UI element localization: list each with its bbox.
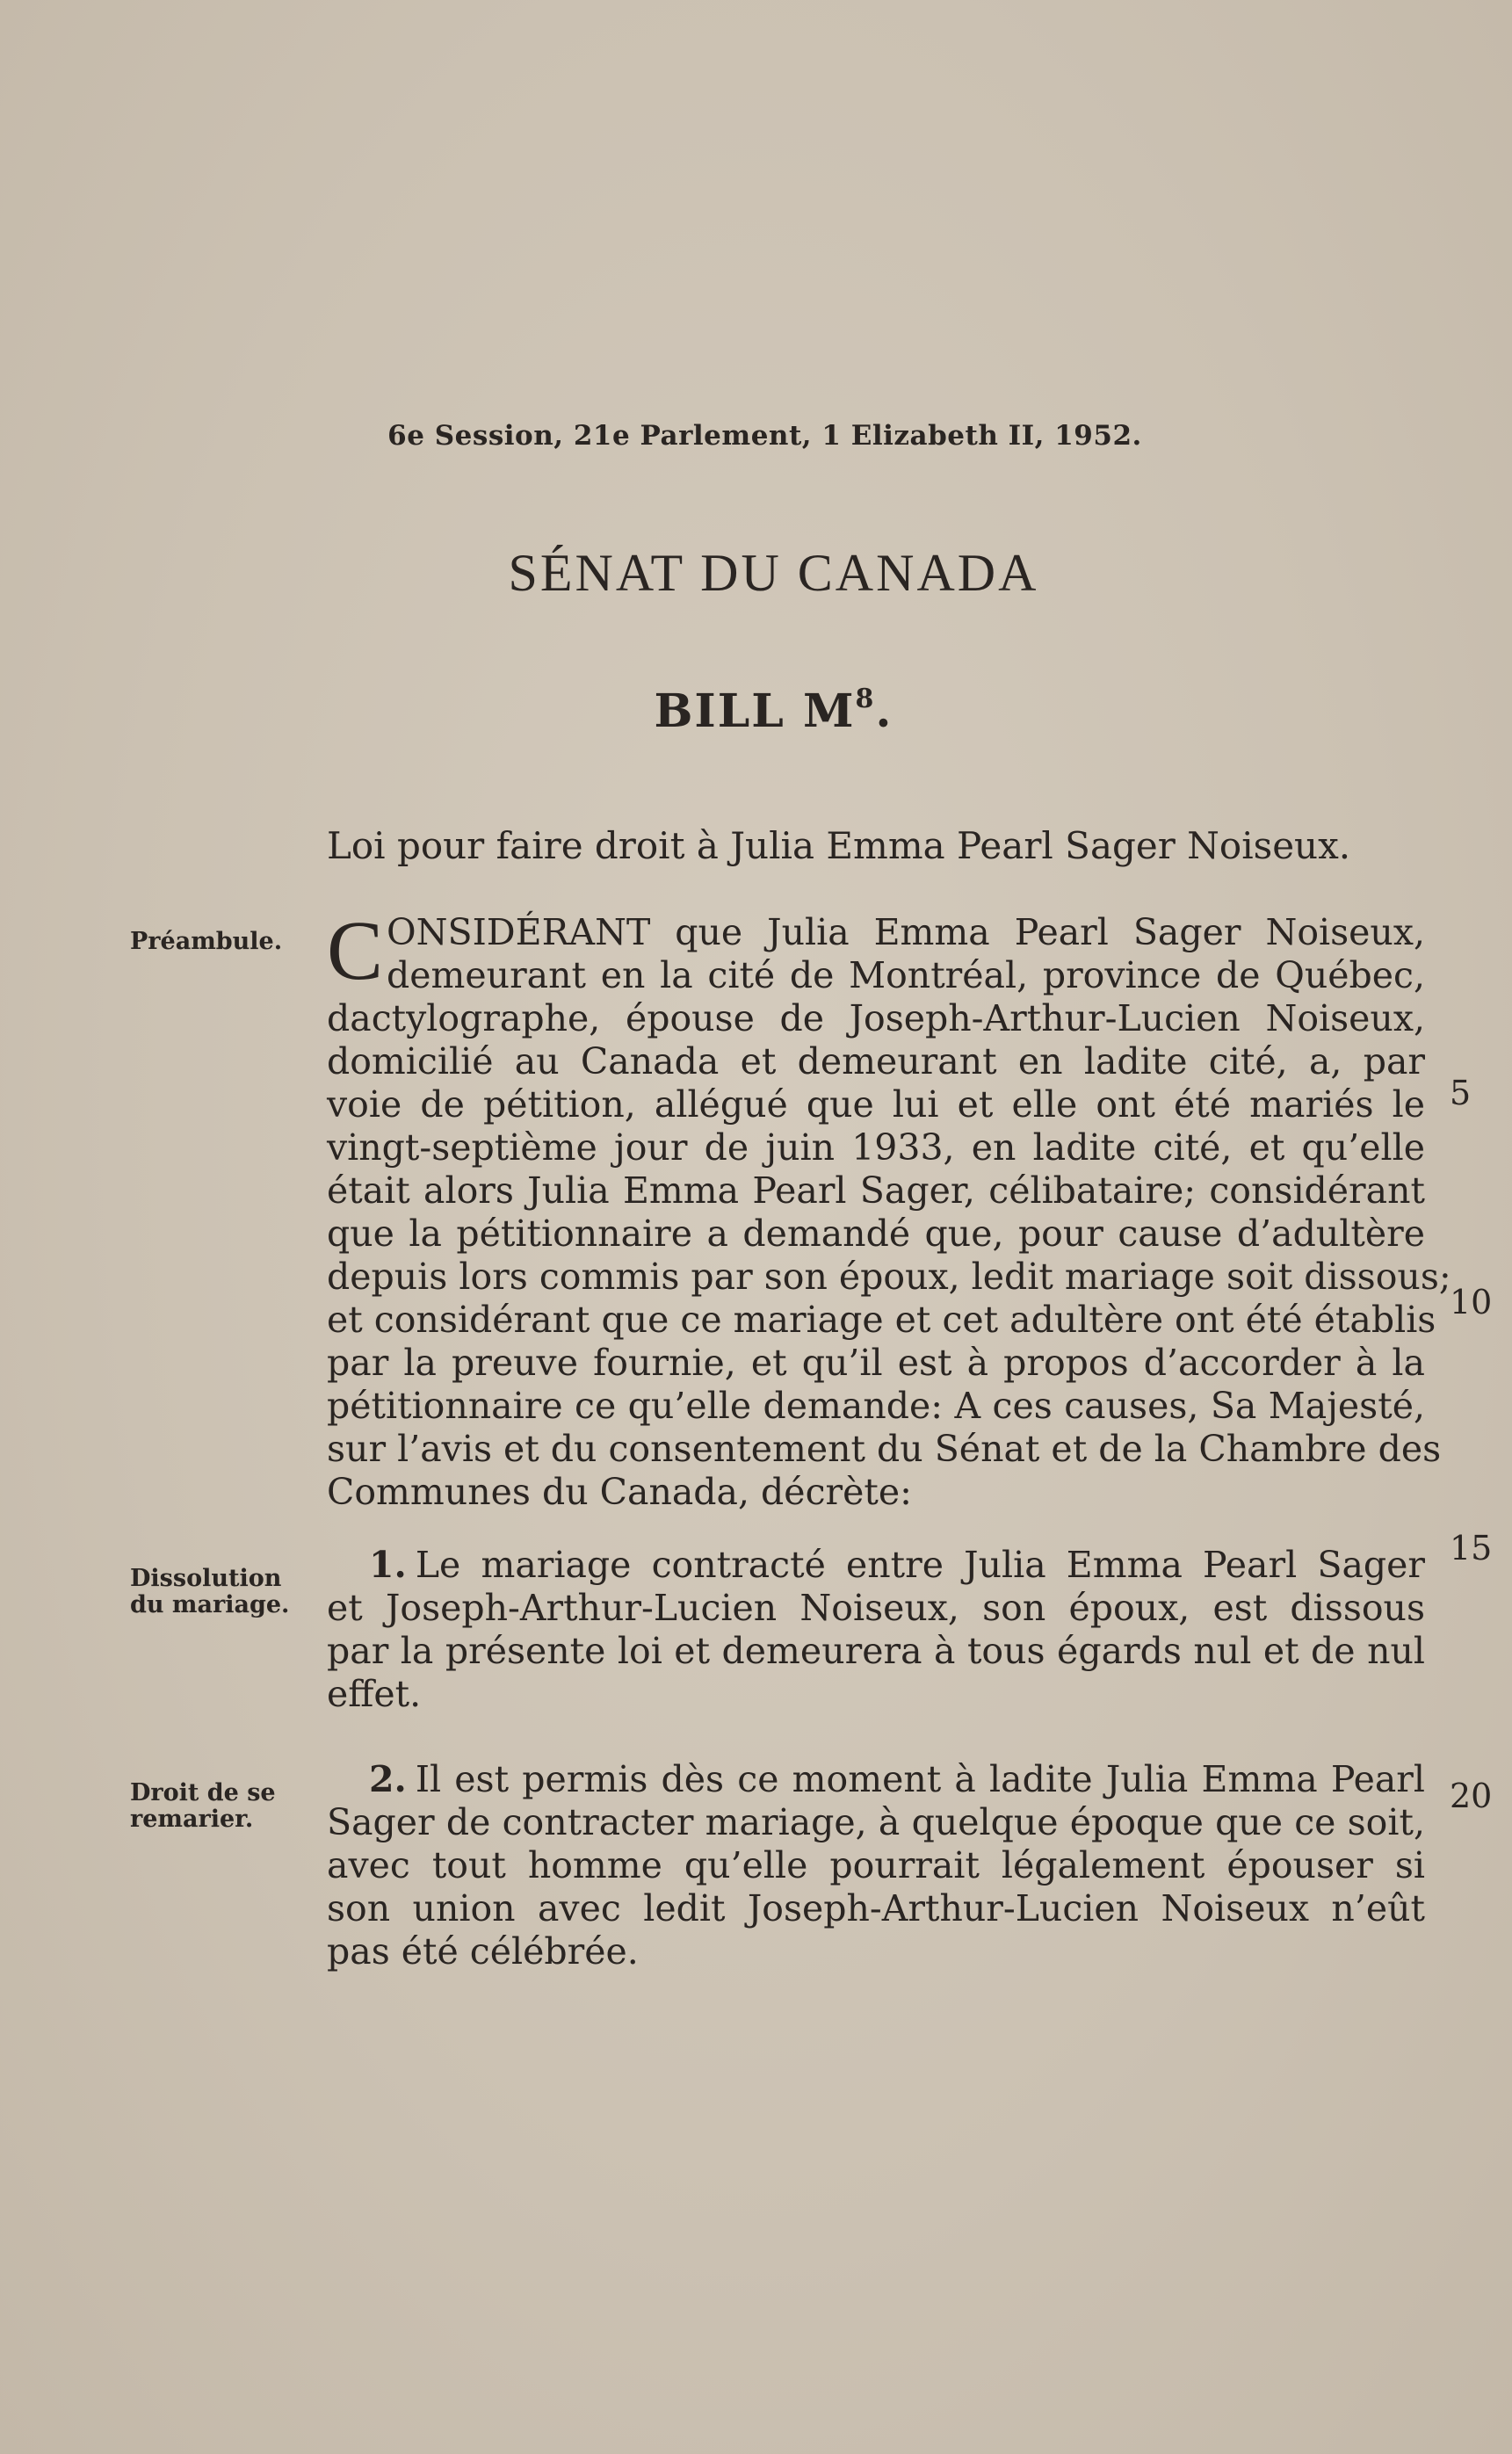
preamble-line: demeurant en la cité de Montréal, province de Québec, [387, 954, 1425, 996]
margin-note-dissolution-line-2: du mariage. [130, 1591, 290, 1618]
article-2 [327, 1757, 1425, 1973]
preamble-line: que la pétitionnaire a demandé que, pour cause d’adultère [327, 1213, 1425, 1255]
preamble-line: dactylographe, épouse de Joseph-Arthur-Lucien Noiseux, [327, 997, 1425, 1039]
preamble-line: Communes du Canada, décrète: [327, 1471, 912, 1513]
preamble-line: par la preuve fournie, et qu’il est à propos d’accorder à la [327, 1342, 1425, 1384]
preamble-line: voie de pétition, allégué que lui et elle ont été mariés le [327, 1083, 1425, 1126]
article-1-line: par la présente loi et demeurera à tous égards nul et de nul [327, 1630, 1425, 1672]
article-1-number: 1. [369, 1544, 407, 1586]
senate-title: SÉNAT DU CANADA [508, 544, 1039, 602]
margin-note-remarry [130, 1780, 306, 1833]
margin-note-remarry-line-2: remarier. [130, 1806, 254, 1833]
article-1-first-line [327, 1543, 1425, 1586]
preamble-line: sur l’avis et du consentement du Sénat et de la Chambre des [327, 1428, 1442, 1470]
article-2-line: son union avec ledit Joseph-Arthur-Lucien Noiseux n’eût [327, 1887, 1425, 1929]
preamble-paragraph [327, 903, 1451, 1513]
preamble-line: pétitionnaire ce qu’elle demande: A ces causes, Sa Majesté, [327, 1385, 1425, 1427]
bill-label: BILL M [654, 684, 856, 738]
line-number: 20 [1450, 1777, 1493, 1815]
preamble-line: et considérant que ce mariage et cet adultère ont été établis [327, 1299, 1436, 1341]
article-1 [327, 1543, 1425, 1715]
article-1-line: et Joseph-Arthur-Lucien Noiseux, son époux, est dissous [327, 1587, 1425, 1629]
article-2-line: avec tout homme qu’elle pourrait légalement épouser si [327, 1844, 1425, 1886]
article-2-first-line [327, 1757, 1425, 1800]
margin-note-remarry-line-1: Droit de se [130, 1779, 276, 1806]
article-1-line: effet. [327, 1673, 422, 1715]
preamble-dropcap: C [327, 903, 384, 997]
bill-suffix: . [875, 684, 893, 738]
bill-long-title: Loi pour faire droit à Julia Emma Pearl Sager Noiseux. [327, 824, 1351, 867]
preamble-line: ONSIDÉRANT que Julia Emma Pearl Sager Noiseux, [387, 911, 1425, 953]
article-2-number: 2. [369, 1758, 407, 1800]
bill-title [0, 684, 1512, 738]
margin-note-dissolution [130, 1566, 306, 1618]
line-number: 5 [1450, 1074, 1472, 1112]
article-2-first-text: Il est permis dès ce moment à ladite Julia Emma Pearl [415, 1758, 1425, 1800]
line-number: 10 [1450, 1283, 1493, 1321]
article-1-first-text: Le mariage contracté entre Julia Emma Pearl Sager [415, 1544, 1425, 1586]
preamble-line: domicilié au Canada et demeurant en ladite cité, a, par [327, 1040, 1425, 1082]
session-header: 6e Session, 21e Parlement, 1 Elizabeth II, 1952. [387, 420, 1142, 452]
preamble-line: vingt-septième jour de juin 1933, en ladite cité, et qu’elle [327, 1126, 1425, 1169]
article-2-line: Sager de contracter mariage, à quelque époque que ce soit, [327, 1801, 1425, 1843]
preamble-line: était alors Julia Emma Pearl Sager, célibataire; considérant [327, 1169, 1425, 1212]
margin-note-dissolution-line-1: Dissolution [130, 1565, 282, 1592]
line-number: 15 [1450, 1529, 1493, 1567]
margin-note-preamble: Préambule. [130, 928, 283, 955]
bill-superscript: 8 [855, 684, 876, 714]
preamble-line: depuis lors commis par son époux, ledit mariage soit dissous; [327, 1256, 1451, 1298]
article-2-line: pas été célébrée. [327, 1930, 639, 1973]
